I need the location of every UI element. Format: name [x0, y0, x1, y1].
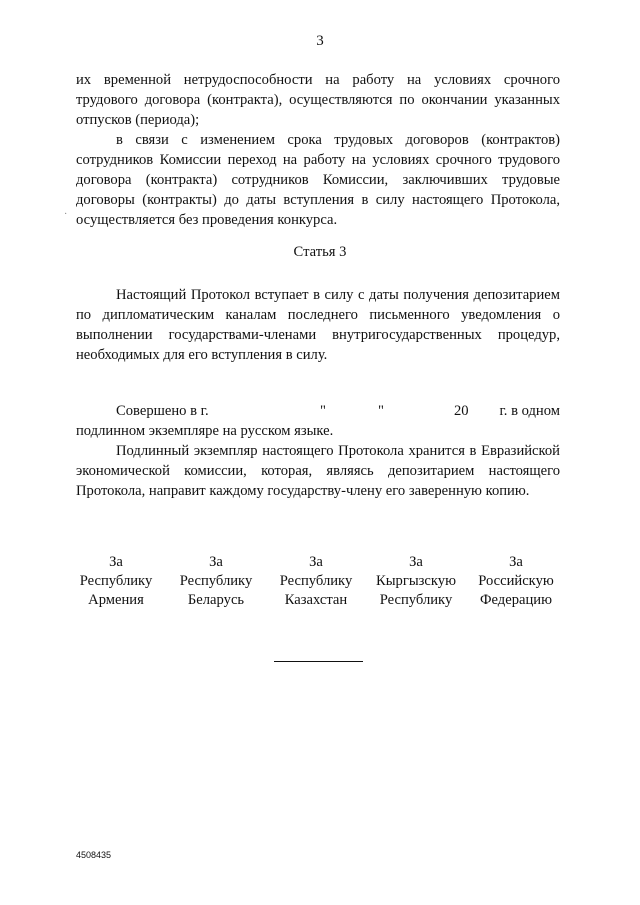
signature-armenia: За Республику Армения: [79, 554, 153, 608]
paragraph-contract-change: в связи с изменением срока трудовых договоров (контрактов) сотрудников Комиссии переход на работу на условиях срочного трудового договора (контракта) сотрудников Комиссии, заключивших трудовые договоры (контракты) до даты вступления в силу настоящего Протокола, осуществляется без проведения конкурса.: [76, 132, 560, 228]
signature-russia: За Российскую Федерацию: [478, 554, 554, 608]
done-suffix: г. в одном: [499, 403, 560, 419]
year-prefix: 20: [454, 403, 469, 419]
end-rule: [274, 661, 363, 662]
signature-block: [66, 553, 566, 610]
original-block: [76, 421, 560, 501]
done-continuation: подлинном экземпляре на русском языке.: [76, 423, 334, 439]
paragraph-entry-into-force: Настоящий Протокол вступает в силу с даты получения депозитарием по дипломатическим каналам последнего письменного уведомления о выполнении государствами-членами внутригосударственных процедур, необходимых для его вступления в силу.: [76, 287, 560, 363]
quote-close: ": [378, 403, 384, 419]
signature-kyrgyzstan: За Кыргызскую Республику: [376, 554, 456, 608]
paragraph-original-copy: Подлинный экземпляр настоящего Протокола хранится в Евразийской экономической комиссии, которая, являясь депозитарием настоящего Протокола, направит каждому государству-члену его заверенную копию.: [76, 443, 560, 499]
signature-kazakhstan: За Республику Казахстан: [279, 554, 353, 608]
quote-open: ": [320, 403, 326, 419]
signature-belarus: За Республику Беларусь: [179, 554, 253, 608]
done-line: [76, 401, 560, 421]
paragraph-continuation: их временной нетрудоспособности на работу на условиях срочного трудового договора (контракта), осуществляются по окончании указанных отпусков (периода);: [76, 72, 560, 128]
continuation-block: [76, 70, 560, 230]
article-heading: Статья 3: [293, 244, 347, 260]
done-prefix: Совершено в г.: [116, 403, 209, 419]
document-code: 4508435: [76, 850, 112, 860]
scan-mark: ·: [64, 209, 68, 220]
article-block: [76, 285, 560, 365]
page-number: 3: [316, 33, 324, 49]
